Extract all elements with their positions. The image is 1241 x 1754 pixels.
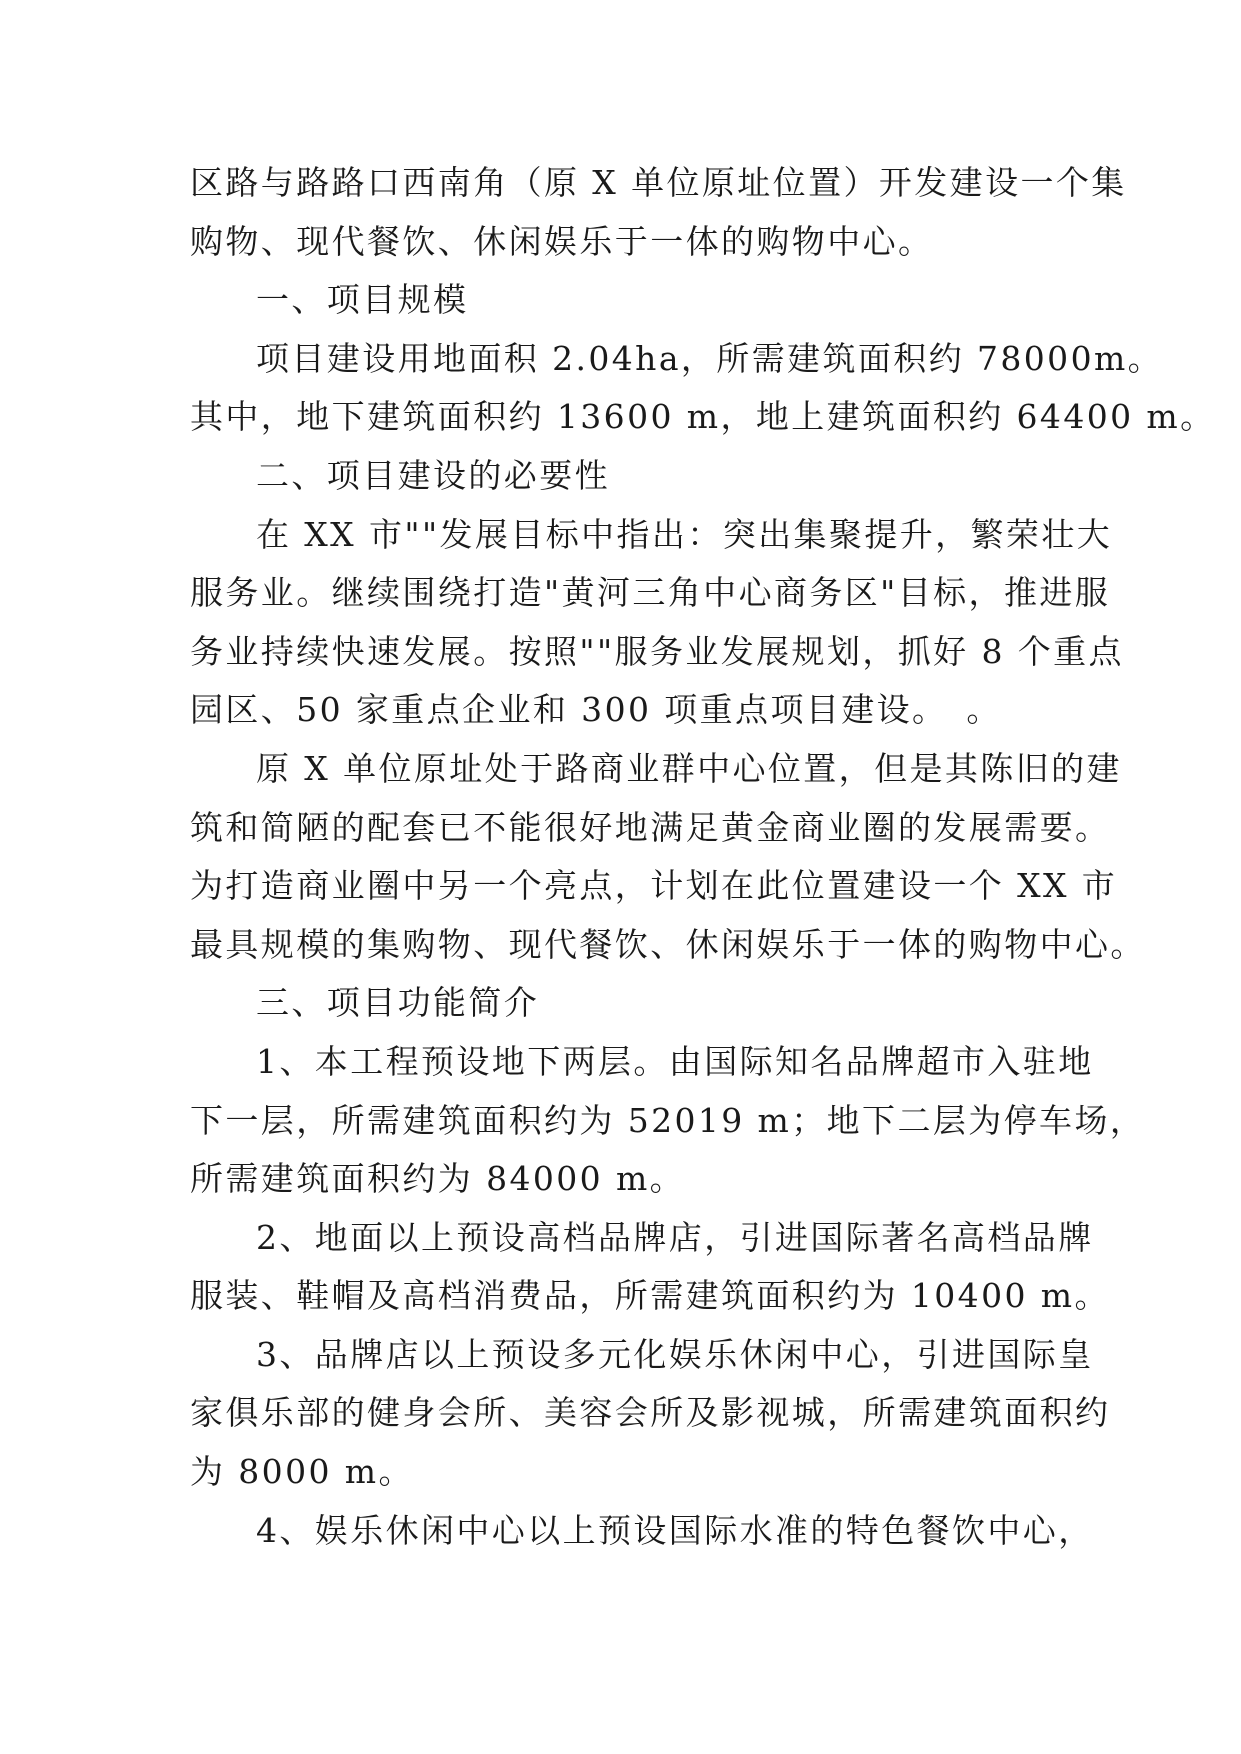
text-line: 所需建筑面积约为 84000 m。 xyxy=(190,1159,686,1199)
text-line: 3、品牌店以上预设多元化娱乐休闲中心，引进国际皇 xyxy=(256,1334,1094,1374)
document-page xyxy=(190,154,1216,1560)
text-line: 原 X 单位原址处于路商业群中心位置，但是其陈旧的建 xyxy=(256,748,1122,788)
section-heading: 一、项目规模 xyxy=(256,280,469,320)
text-line: 为打造商业圈中另一个亮点，计划在此位置建设一个 XX 市 xyxy=(190,866,1118,906)
text-line: 为 8000 m。 xyxy=(190,1452,414,1492)
text-line: 2、地面以上预设高档品牌店，引进国际著名高档品牌 xyxy=(256,1217,1094,1257)
text-line: 服装、鞋帽及高档消费品，所需建筑面积约为 10400 m。 xyxy=(190,1276,1110,1316)
text-line: 最具规模的集购物、现代餐饮、休闲娱乐于一体的购物中心。 xyxy=(190,924,1146,964)
text-line: 其中，地下建筑面积约 13600 m，地上建筑面积约 64400 m。 xyxy=(190,397,1216,437)
text-line: 务业持续快速发展。按照""服务业发展规划，抓好 8 个重点 xyxy=(190,631,1124,671)
text-line: 服务业。继续围绕打造"黄河三角中心商务区"目标，推进服 xyxy=(190,573,1111,613)
text-line: 家俱乐部的健身会所、美容会所及影视城，所需建筑面积约 xyxy=(190,1393,1111,1433)
section-heading: 三、项目功能简介 xyxy=(256,983,540,1023)
section-heading: 二、项目建设的必要性 xyxy=(256,455,610,495)
text-line: 购物、现代餐饮、休闲娱乐于一体的购物中心。 xyxy=(190,221,934,261)
text-line: 在 XX 市""发展目标中指出：突出集聚提升，繁荣壮大 xyxy=(256,514,1113,554)
text-line: 项目建设用地面积 2.04ha，所需建筑面积约 78000m。 xyxy=(256,338,1164,378)
text-line: 下一层，所需建筑面积约为 52019 m；地下二层为停车场， xyxy=(190,1100,1146,1140)
text-line: 筑和简陋的配套已不能很好地满足黄金商业圈的发展需要。 xyxy=(190,807,1111,847)
text-line: 园区、50 家重点企业和 300 项重点项目建设。 。 xyxy=(190,690,1002,730)
text-line: 1、本工程预设地下两层。由国际知名品牌超市入驻地 xyxy=(256,1041,1094,1081)
text-line: 区路与路路口西南角（原 X 单位原址位置）开发建设一个集 xyxy=(190,163,1127,202)
text-line: 4、娱乐休闲中心以上预设国际水准的特色餐饮中心， xyxy=(256,1510,1094,1550)
